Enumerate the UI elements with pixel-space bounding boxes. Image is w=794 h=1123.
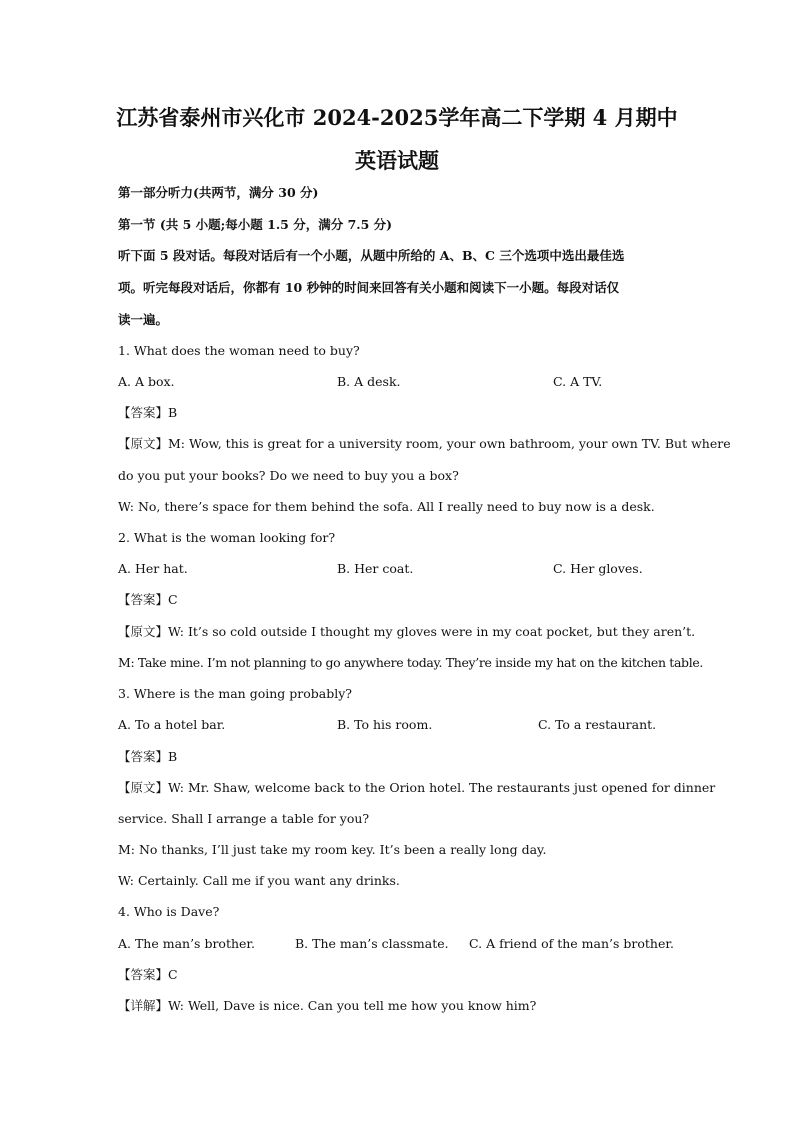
question-2-stem: 2. What is the woman looking for?: [118, 530, 336, 545]
question-1-option-a: A. A box.: [118, 374, 175, 389]
instruction-line-1: 听下面 5 段对话。每段对话后有一个小题，从题中所给的 A、B、C 三个选项中选出最佳选: [118, 248, 625, 263]
question-4-detail-1: 【详解】W: Well, Dave is nice. Can you tell me how you know him?: [118, 998, 537, 1013]
question-2-option-a: A. Her hat.: [118, 561, 188, 576]
question-3-transcript-3: M: No thanks, I’ll just take my room key. It’s been a really long day.: [118, 842, 547, 857]
question-4-option-b: B. The man’s classmate.: [295, 936, 449, 951]
page-title-line2: 英语试题: [355, 148, 439, 173]
instruction-line-2: 项。听完每段对话后，你都有 10 秒钟的时间来回答有关小题和阅读下一小题。每段对话仅: [118, 280, 620, 295]
question-1-answer: 【答案】B: [118, 405, 178, 420]
question-2-answer: 【答案】C: [118, 592, 178, 607]
question-2-option-c: C. Her gloves.: [553, 561, 643, 576]
question-4-answer: 【答案】C: [118, 967, 178, 982]
question-3-option-c: C. To a restaurant.: [538, 717, 657, 732]
section1-heading: 第一节 (共 5 小题;每小题 1.5 分，满分 7.5 分): [118, 217, 393, 232]
question-3-transcript-4: W: Certainly. Call me if you want any drinks.: [118, 873, 400, 888]
page-title-line1: 江苏省泰州市兴化市 2024-2025学年高二下学期 4 月期中: [116, 105, 678, 130]
question-1-option-c: C. A TV.: [553, 374, 603, 389]
question-2-option-b: B. Her coat.: [337, 561, 414, 576]
question-3-transcript-1: 【原文】W: Mr. Shaw, welcome back to the Orion hotel. The restaurants just opened for dinner: [118, 780, 716, 795]
question-1-option-b: B. A desk.: [337, 374, 401, 389]
question-1-transcript-3: W: No, there’s space for them behind the sofa. All I really need to buy now is a desk.: [118, 499, 655, 514]
question-4-option-c: C. A friend of the man’s brother.: [469, 936, 674, 951]
question-3-stem: 3. Where is the man going probably?: [118, 686, 352, 701]
question-2-transcript-1: 【原文】W: It’s so cold outside I thought my gloves were in my coat pocket, but they aren’t.: [118, 624, 696, 639]
question-4-stem: 4. Who is Dave?: [118, 904, 220, 919]
question-3-transcript-2: service. Shall I arrange a table for you?: [118, 811, 370, 826]
instruction-line-3: 读一遍。: [118, 312, 169, 327]
question-3-option-a: A. To a hotel bar.: [118, 717, 226, 732]
question-3-option-b: B. To his room.: [337, 717, 433, 732]
question-1-stem: 1. What does the woman need to buy?: [118, 343, 360, 358]
question-3-answer: 【答案】B: [118, 749, 178, 764]
question-1-transcript-1: 【原文】M: Wow, this is great for a university room, your own bathroom, your own TV. But where: [118, 436, 731, 451]
question-4-option-a: A. The man’s brother.: [118, 936, 255, 951]
question-1-transcript-2: do you put your books? Do we need to buy you a box?: [118, 468, 459, 483]
part1-heading: 第一部分听力(共两节，满分 30 分): [118, 185, 319, 200]
question-2-transcript-2: M: Take mine. I’m not planning to go anywhere today. They’re inside my hat on the kitchen table.: [118, 655, 704, 670]
